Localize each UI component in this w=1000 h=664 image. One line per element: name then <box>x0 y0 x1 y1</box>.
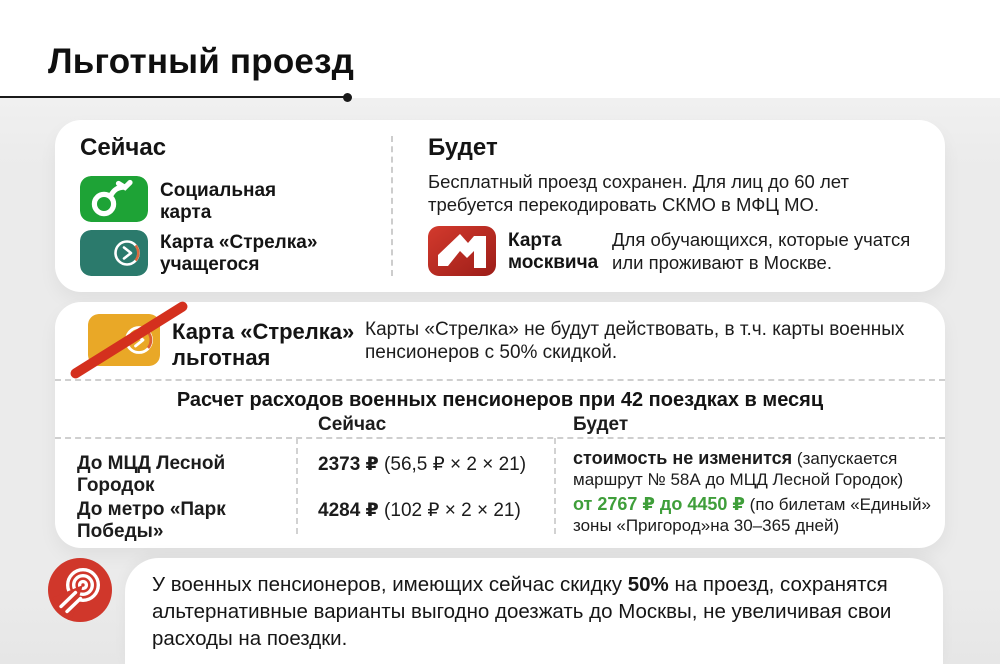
now-price-detail: (56,5 ₽ × 2 × 21) <box>378 454 527 475</box>
strelka-card-crossed-icon <box>88 314 160 366</box>
page-title: Льготный проезд <box>48 42 355 81</box>
strelka-student-card-label: Карта «Стрелка» учащегося <box>160 232 318 275</box>
now-future-card <box>55 120 945 292</box>
note-text-end: на проезд, сохранятся альтернативные варианты выгодно доезжать до Москвы, не увеличивая свои расходы на поездки. <box>152 573 892 650</box>
strelka-table-card <box>55 302 945 548</box>
table-row-now-value <box>318 499 521 522</box>
strelka-lgotnaya-label: Карта «Стрелка» льготная <box>172 319 355 370</box>
strelka-cancellation-description: Карты «Стрелка» не будут действовать, в т.ч. карты военных пенсионеров с 50% скидкой. <box>365 319 905 363</box>
table-row-future-value <box>573 448 933 490</box>
social-card-icon <box>80 176 148 222</box>
table-row-route: До МЦД Лесной Городок <box>77 453 226 496</box>
note-text-start: У военных пенсионеров, имеющих сейчас скидку <box>152 573 628 596</box>
table-row-now-value <box>318 453 526 476</box>
future-heading: Будет <box>428 134 498 161</box>
strelka-student-card-icon <box>80 230 148 276</box>
social-card-label: Социальная карта <box>160 180 277 223</box>
future-price: от 2767 ₽ до 4450 ₽ <box>573 494 745 514</box>
muscovite-card-label: Карта москвича <box>508 230 599 273</box>
future-description: Бесплатный проезд сохранен. Для лиц до 60 лет требуется перекодировать СКМО в МФЦ МО. <box>428 171 849 215</box>
card-column-divider <box>391 136 393 276</box>
underline-dot <box>343 93 352 102</box>
muscovite-card-icon <box>428 226 496 276</box>
moscow-transport-logo <box>48 558 112 622</box>
muscovite-card-note: Для обучающихся, которые учатся или проживают в Москве. <box>612 229 911 273</box>
now-price: 2373 ₽ <box>318 454 379 475</box>
now-price-detail: (102 ₽ × 2 × 21) <box>378 500 521 521</box>
table-row-future-value <box>573 494 933 536</box>
table-title: Расчет расходов военных пенсионеров при 42 поездках в месяц <box>176 389 824 411</box>
future-price-detail: (по билетам «Единый» зоны «Пригород»на 30–365 дней) <box>573 495 931 535</box>
table-vertical-divider <box>296 438 298 534</box>
table-column-future: Будет <box>573 414 629 435</box>
future-price-detail: (запускается маршрут № 58А до МЦД Лесной Городок) <box>573 449 904 489</box>
future-price: стоимость не изменится <box>573 448 793 468</box>
now-heading: Сейчас <box>80 134 167 161</box>
section-divider <box>55 379 945 381</box>
title-underline <box>0 96 348 98</box>
table-column-now: Сейчас <box>318 414 387 435</box>
summary-note-card <box>125 558 943 664</box>
table-vertical-divider <box>554 438 556 534</box>
summary-note-text <box>152 571 913 652</box>
note-discount-value: 50% <box>627 573 669 596</box>
now-price: 4284 ₽ <box>318 500 379 521</box>
table-row-route: До метро «Парк Победы» <box>77 499 226 542</box>
table-header-divider <box>55 437 945 439</box>
